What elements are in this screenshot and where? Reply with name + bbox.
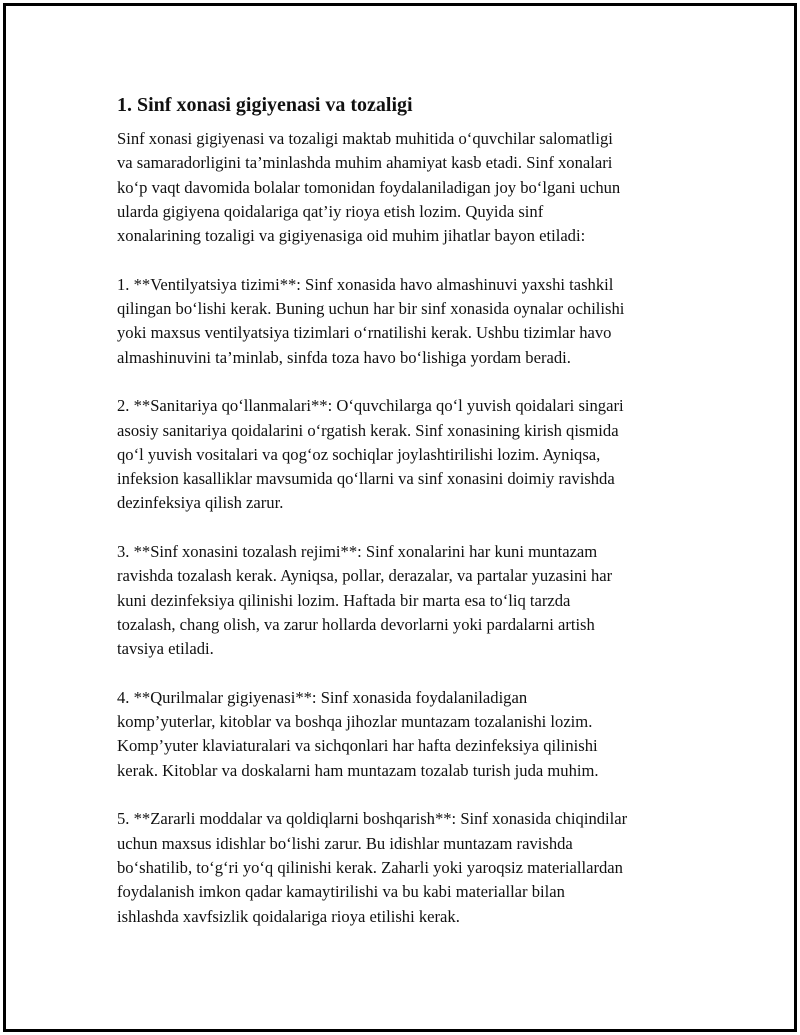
text-line: tozalash, chang olish, va zarur hollarda devorlarni yoki pardalarni artish xyxy=(117,614,595,634)
document-body xyxy=(117,92,689,953)
list-item-sanitation xyxy=(117,394,689,515)
text-line: 1. **Ventilyatsiya tizimi**: Sinf xonasida havo almashinuvi yaxshi tashkil xyxy=(117,274,614,294)
text-line: xonalarining tozaligi va gigiyenasiga oid muhim jihatlar bayon etiladi: xyxy=(117,226,586,246)
text-line: kerak. Kitoblar va doskalarni ham muntazam tozalab turish juda muhim. xyxy=(117,760,599,780)
text-line: 4. **Qurilmalar gigiyenasi**: Sinf xonasida foydalaniladigan xyxy=(117,687,528,707)
text-line: Komp’yuter klaviaturalari va sichqonlari har hafta dezinfeksiya qilinishi xyxy=(117,736,598,756)
text-line: infeksion kasalliklar mavsumida qo‘llarni va sinf xonasini doimiy ravishda xyxy=(117,469,615,489)
intro-paragraph xyxy=(117,127,689,248)
text-line: almashinuvini ta’minlab, sinfda toza havo bo‘lishiga yordam beradi. xyxy=(117,347,571,367)
text-line: qo‘l yuvish vositalari va qog‘oz sochiqlar joylashtirilishi lozim. Ayniqsa, xyxy=(117,444,601,464)
text-line: ishlashda xavfsizlik qoidalariga rioya etilishi kerak. xyxy=(117,906,460,926)
text-line: tavsiya etiladi. xyxy=(117,639,214,659)
list-item-ventilation xyxy=(117,273,689,370)
text-line: kuni dezinfeksiya qilinishi lozim. Haftada bir marta esa to‘liq tarzda xyxy=(117,590,571,610)
text-line: yoki maxsus ventilyatsiya tizimlari o‘rnatilishi kerak. Ushbu tizimlar havo xyxy=(117,323,612,343)
text-line: komp’yuterlar, kitoblar va boshqa jihozlar muntazam tozalanishi lozim. xyxy=(117,712,593,732)
text-line: 5. **Zararli moddalar va qoldiqlarni boshqarish**: Sinf xonasida chiqindilar xyxy=(117,809,628,829)
list-item-waste xyxy=(117,807,689,928)
text-line: uchun maxsus idishlar bo‘lishi zarur. Bu idishlar muntazam ravishda xyxy=(117,833,573,853)
text-line: Sinf xonasi gigiyenasi va tozaligi maktab muhitida o‘quvchilar salomatligi xyxy=(117,129,613,148)
section-heading: 1. Sinf xonasi gigiyenasi va tozaligi xyxy=(117,94,413,116)
text-line: foydalanish imkon qadar kamaytirilishi va bu kabi materiallar bilan xyxy=(117,882,565,902)
text-line: bo‘shatilib, to‘g‘ri yo‘q qilinishi kerak. Zaharli yoki yaroqsiz materiallardan xyxy=(117,857,623,877)
text-line: qilingan bo‘lishi kerak. Buning uchun har bir sinf xonasida oynalar ochilishi xyxy=(117,299,625,319)
text-line: 3. **Sinf xonasini tozalash rejimi**: Sinf xonalarini har kuni muntazam xyxy=(117,542,598,562)
text-line: dezinfeksiya qilish zarur. xyxy=(117,493,284,513)
list-item-equipment xyxy=(117,686,689,783)
text-line: va samaradorligini ta’minlashda muhim ahamiyat kasb etadi. Sinf xonalari xyxy=(117,153,613,173)
text-line: 2. **Sanitariya qo‘llanmalari**: O‘quvchilarga qo‘l yuvish qoidalari singari xyxy=(117,396,624,416)
list-item-cleaning xyxy=(117,540,689,661)
text-line: ularda gigiyena qoidalariga qat’iy rioya etish lozim. Quyida sinf xyxy=(117,201,544,221)
text-line: ko‘p vaqt davomida bolalar tomonidan foydalaniladigan joy bo‘lgani uchun xyxy=(117,177,621,197)
text-line: ravishda tozalash kerak. Ayniqsa, pollar, derazalar, va partalar yuzasini har xyxy=(117,566,613,586)
text-line: asosiy sanitariya qoidalarini o‘rgatish kerak. Sinf xonasining kirish qismida xyxy=(117,420,619,440)
